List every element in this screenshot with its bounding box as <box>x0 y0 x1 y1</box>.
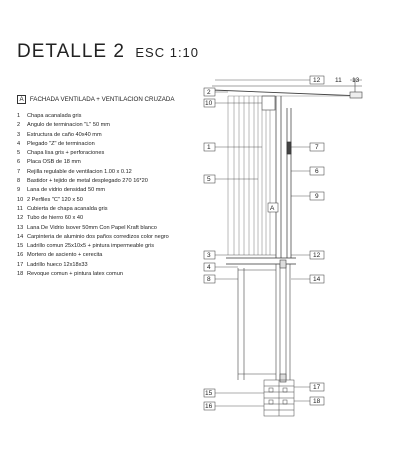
legend-item: 12 Tubo de hierro 60 x 40 <box>17 215 84 222</box>
leader-lines <box>215 80 362 406</box>
detail-title: DETALLE 2 <box>17 41 125 62</box>
section-subtitle-text: FACHADA VENTILADA + VENTILACION CRUZADA <box>29 96 175 103</box>
callout-a: A <box>270 205 275 212</box>
legend-item: 11 Cubierta de chapa acanalda gris <box>17 205 108 212</box>
structure <box>226 96 296 264</box>
callout-12-top: 12 <box>313 77 321 84</box>
callout-10: 10 <box>205 100 213 107</box>
callout-8: 8 <box>207 276 211 283</box>
legend-item: 3 Estructura de caño 40x40 mm <box>17 131 102 138</box>
cladding-lines <box>228 96 270 255</box>
callout-2: 2 <box>207 89 211 96</box>
legend-item: 10 2 Perfiles "C" 120 x 50 <box>17 196 83 203</box>
callout-13: 13 <box>352 77 360 84</box>
legend-item: 5 Chapa lisa gris + perforaciones <box>17 150 105 157</box>
legend-item: 17 Ladrillo hueco 12x18x33 <box>17 261 88 268</box>
legend-item: 7 Rejilla regulable de ventilacion 1.00 x 0.12 <box>17 168 132 175</box>
legend-item: 13 Lana De Vidrio Isover 50mm Con Papel Kraft blanco <box>17 224 157 231</box>
callout-boxes <box>204 76 324 410</box>
legend-item: 16 Mortero de asciento + cerecita <box>17 252 103 259</box>
section-badge: A <box>17 95 26 104</box>
callout-6: 6 <box>315 168 319 175</box>
detail-scale: ESC 1:10 <box>135 45 200 60</box>
callout-11: 11 <box>335 77 342 84</box>
c-profile-box <box>262 96 275 110</box>
callout-9: 9 <box>315 193 319 200</box>
callout-17: 17 <box>313 384 321 391</box>
callout-4: 4 <box>207 264 211 271</box>
callout-1: 1 <box>207 144 211 151</box>
legend-item: 14 Carpinteria de aluminio dos paños corredizos color negro <box>17 233 169 240</box>
ventilation-grille <box>287 142 291 154</box>
legend-item: 6 Placa OSB de 18 mm <box>17 159 81 166</box>
callout-12-mid: 12 <box>313 252 321 259</box>
legend-item: 15 Ladrillo comun 25x10x5 + pintura impermeable gris <box>17 243 155 250</box>
legend-item: 8 Bastidor + tejido de metal desplegado 270 16*20 <box>17 178 148 185</box>
legend-item: 9 Lana de vidrio densidad 50 mm <box>17 187 106 194</box>
legend-item: 4 Plegado "Z" de terminacion <box>17 140 95 147</box>
callout-16: 16 <box>205 403 213 410</box>
callout-14: 14 <box>313 276 321 283</box>
callout-7: 7 <box>315 144 319 151</box>
callout-5: 5 <box>207 176 211 183</box>
legend-item: 18 Revoque comun + pintura latex comun <box>17 271 123 278</box>
callout-3: 3 <box>207 252 211 259</box>
callout-18: 18 <box>313 398 321 405</box>
legend-item: 1 Chapa acanalada gris <box>17 113 82 119</box>
legend-item: 2 Angulo de terminacion "L" 50 mm <box>17 122 110 129</box>
callout-15: 15 <box>205 390 213 397</box>
brick-base <box>264 380 294 416</box>
window-frame <box>238 260 290 382</box>
